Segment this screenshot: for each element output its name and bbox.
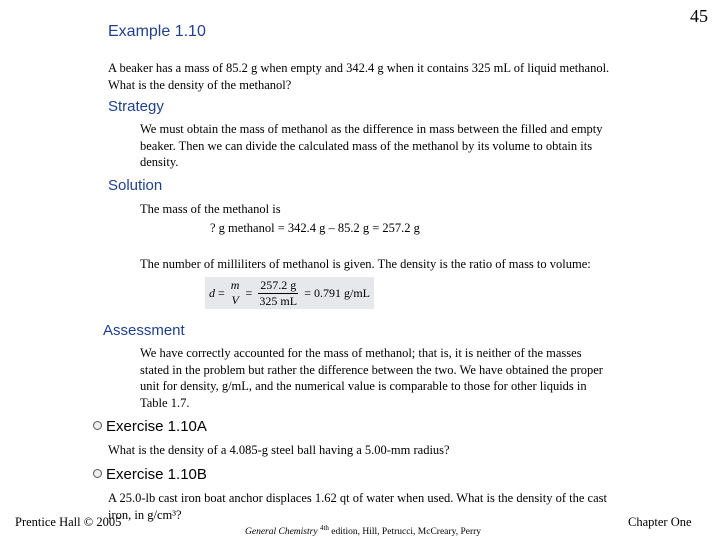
strategy-text: We must obtain the mass of methanol as the difference in mass between the filled and empty beaker. Then we can divide the calculated mass of the methanol by its volume to obtain its density. bbox=[140, 122, 603, 169]
solution-line: The mass of the methanol is bbox=[140, 202, 281, 216]
assessment-heading: Assessment bbox=[103, 322, 185, 339]
solution-heading: Solution bbox=[108, 177, 163, 194]
assessment-text: We have correctly accounted for the mass of methanol; that is, it is neither of the masses stated in the problem but rather the difference between the two. We have obtained the proper unit for density, g/mL, and the numerical value is comparable to those for other liquids in Table 1.7. bbox=[140, 346, 603, 410]
formula-equals-2: = bbox=[245, 285, 253, 300]
bullet-icon bbox=[93, 469, 102, 478]
exercise-a-text: What is the density of a 4.085-g steel ball having a 5.00-mm radius? bbox=[108, 443, 450, 457]
problem-text: A beaker has a mass of 85.2 g when empty and 342.4 g when it contains 325 mL of liquid methanol. What is the density of the methanol? bbox=[108, 61, 610, 92]
formula-numerator: 257.2 g bbox=[260, 277, 297, 292]
footer-chapter: Chapter One bbox=[628, 515, 692, 529]
formula-fraction bbox=[258, 278, 298, 309]
formula-d: d bbox=[209, 285, 215, 300]
exercise-b-text: A 25.0-lb cast iron boat anchor displaces 1.62 qt of water when used. What is the density of the cast iron, in g/cm³? bbox=[108, 491, 607, 522]
footer-book-edition: 4th bbox=[319, 524, 329, 532]
exercise-a-heading bbox=[93, 418, 207, 435]
formula-m-over-v bbox=[231, 278, 240, 308]
exercise-b-label: Exercise 1.10B bbox=[106, 466, 207, 483]
example-title: Example 1.10 bbox=[108, 23, 206, 40]
exercise-a-label: Exercise 1.10A bbox=[106, 418, 207, 435]
formula-v: V bbox=[231, 293, 239, 307]
density-formula bbox=[205, 277, 374, 309]
formula-result: = 0.791 g/mL bbox=[304, 285, 370, 300]
footer-book-title: General Chemistry bbox=[245, 527, 318, 538]
solution-density-text: The number of milliliters of methanol is given. The density is the ratio of mass to volume: bbox=[140, 257, 591, 271]
exercise-b-heading bbox=[93, 466, 207, 483]
formula-denominator: 325 mL bbox=[259, 293, 298, 308]
footer-book bbox=[245, 524, 481, 537]
formula-equals: = bbox=[218, 285, 225, 300]
formula-m: m bbox=[230, 278, 240, 292]
footer-book-authors: edition, Hill, Petrucci, McCreary, Perry bbox=[328, 527, 482, 538]
solution-equation: ? g methanol = 342.4 g – 85.2 g = 257.2 g bbox=[210, 221, 420, 235]
bullet-icon bbox=[93, 421, 102, 430]
page-number: 45 bbox=[690, 6, 708, 26]
footer-publisher: Prentice Hall © 2005 bbox=[15, 515, 122, 529]
strategy-heading: Strategy bbox=[108, 98, 164, 115]
